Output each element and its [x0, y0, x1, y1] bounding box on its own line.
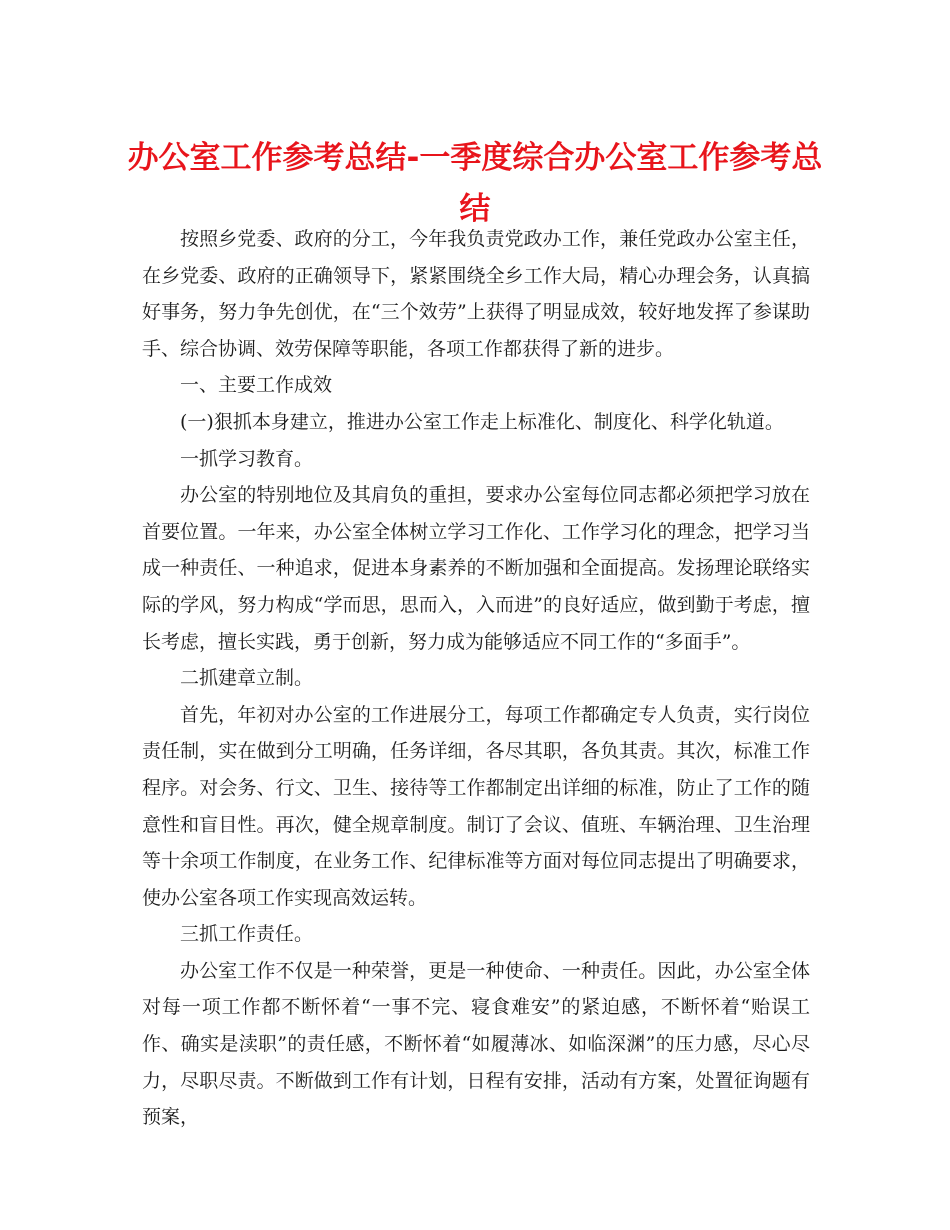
subsection-heading-self-building: (一)狠抓本身建立，推进办公室工作走上标准化、制度化、科学化轨道。 — [180, 410, 784, 433]
paragraph-intro: 按照乡党委、政府的分工，今年我负责党政办工作，兼任党政办公室主任，在乡党委、政府的正确领导下，紧紧围绕全乡工作大局，精心办理会务，认真搞好事务，努力争先创优，在“三个效劳”上获得了明显成效，较好地发挥了参谋助手、综合协调、效劳保障等职能，各项工作都获得了新的进步。 — [142, 228, 810, 360]
document-body — [142, 221, 810, 1136]
paragraph-rules-system: 首先，年初对办公室的工作进展分工，每项工作都确定专人负责，实行岗位责任制，实在做到分工明确，任务详细，各尽其职，各负其责。其次，标准工作程序。对会务、行文、卫生、接待等工作都制定出详细的标准，防止了工作的随意性和盲目性。再次，健全规章制度。制订了会议、值班、车辆治理、卫生治理等十余项工作制度，在业务工作、纪律标准等方面对每位同志提出了明确要求，使办公室各项工作实现高效运转。 — [142, 703, 810, 909]
paragraph-study-education: 办公室的特别地位及其肩负的重担，要求办公室每位同志都必须把学习放在首要位置。一年来，办公室全体树立学习工作化、工作学习化的理念，把学习当成一种责任、一种追求，促进本身素养的不断加强和全面提高。发扬理论联络实际的学风，努力构成“学而思，思而入，入而进”的良好适应，做到勤于考虑，擅长考虑，擅长实践，勇于创新，努力成为能够适应不同工作的“多面手”。 — [142, 484, 810, 653]
document-title: 办公室工作参考总结-一季度综合办公室工作参考总结 — [127, 140, 823, 227]
paragraph-work-responsibility: 办公室工作不仅是一种荣誉，更是一种使命、一种责任。因此，办公室全体对每一项工作都不断怀着“一事不完、寝食难安”的紧迫感，不断怀着“贻误工作、确实是渎职”的责任感，不断怀着“如履薄冰、如临深渊”的压力感，尽心尽力，尽职尽责。不断做到工作有计划，日程有安排，活动有方案，处置征询题有预案， — [142, 959, 810, 1129]
section-heading-main-achievements: 一、主要工作成效 — [180, 374, 333, 397]
item-heading-study-education: 一抓学习教育。 — [180, 447, 314, 470]
item-heading-rules-system: 二抓建章立制。 — [180, 667, 314, 690]
item-heading-work-responsibility: 三抓工作责任。 — [180, 923, 314, 946]
